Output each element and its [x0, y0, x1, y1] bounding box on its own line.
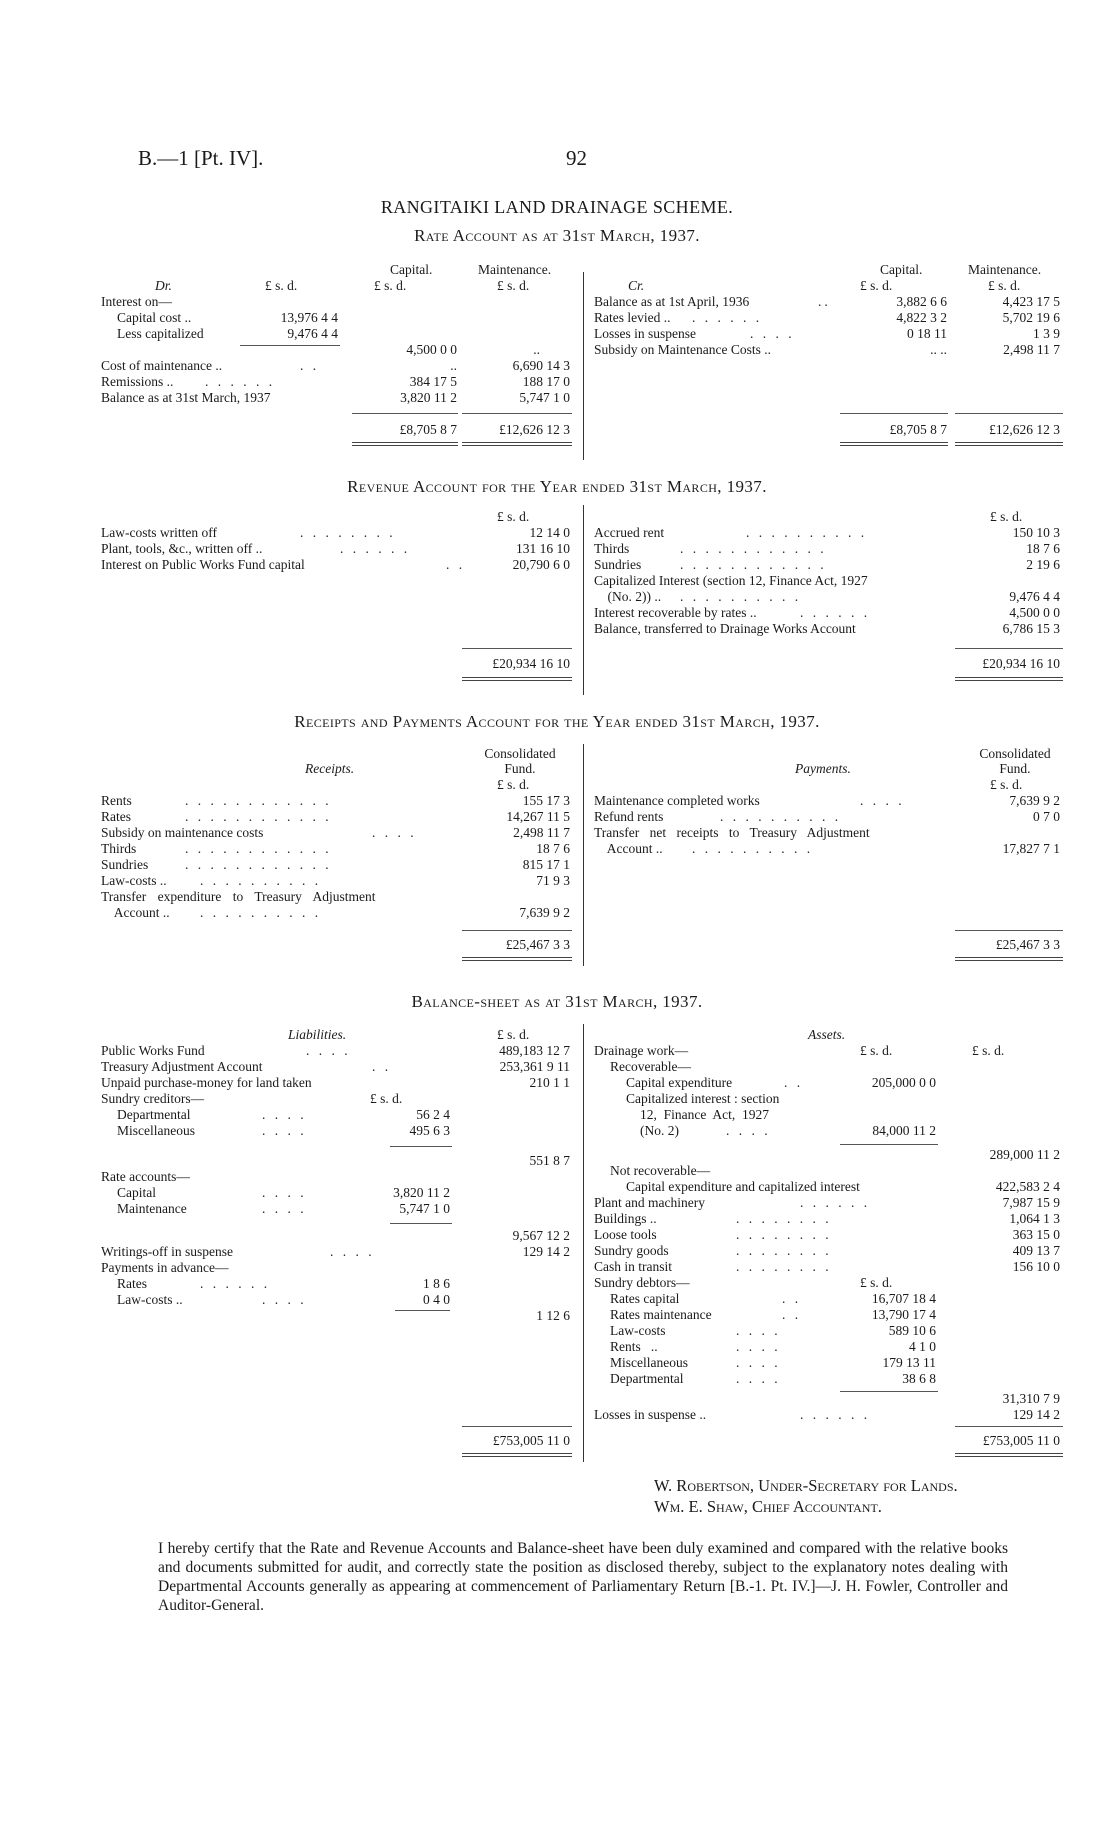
- receipts-total-rule: [462, 930, 572, 931]
- asset-recoverable-total: 289,000 11 2: [989, 1147, 1060, 1162]
- receipt-row-2-val: 2,498 11 7: [513, 825, 570, 840]
- liabilities-lsd: £ s. d.: [497, 1027, 530, 1042]
- liab-capital-val: 3,820 11 2: [393, 1185, 450, 1200]
- revenue-cr-row-3-label: Capitalized Interest (section 12, Finance Act, 1927: [594, 573, 868, 588]
- rate-dr-double-rule-cap: [352, 442, 458, 446]
- liab-unpaid-label: Unpaid purchase-money for land taken: [101, 1075, 312, 1090]
- revenue-account-title: Revenue Account for the Year ended 31st March, 1937.: [347, 477, 767, 496]
- liab-double-rule: [462, 1453, 572, 1457]
- signature-robertson: W. Robertson, Under-Secretary for Lands.: [654, 1476, 958, 1495]
- asset-debtor-1-label: Rates maintenance: [610, 1307, 712, 1322]
- asset-cap-int-line-1: Capitalized interest : section: [626, 1091, 780, 1106]
- revenue-cr-lsd: £ s. d.: [990, 509, 1023, 524]
- asset-cap-int-line-3: (No. 2): [640, 1123, 679, 1138]
- receipts-total: £25,467 3 3: [505, 937, 570, 952]
- rate-cr-total-cap: £8,705 8 7: [889, 422, 947, 437]
- asset-cap-exp-val: 205,000 0 0: [871, 1075, 936, 1090]
- liab-total-rule: [462, 1426, 572, 1427]
- rate-dr-row-1-dots: . . . . . .: [205, 374, 276, 389]
- signature-shaw: Wm. E. Shaw, Chief Accountant.: [654, 1497, 882, 1516]
- liab-maintenance-label: Maintenance: [117, 1201, 187, 1216]
- rate-dr-total-rule-maint: [462, 413, 572, 414]
- asset-cap-exp-dots: . .: [784, 1075, 804, 1090]
- revenue-cr-row-4-label: (No. 2)) ..: [594, 589, 662, 604]
- rate-dr-row-2-maint: 5,747 1 0: [519, 390, 570, 405]
- rate-cr-row-0-label: Balance as at 1st April, 1936: [594, 294, 750, 309]
- rate-cr-row-2-cap: 0 18 11: [907, 326, 947, 341]
- payment-row-0-label: Maintenance completed works: [594, 793, 760, 808]
- rate-cr-row-2-dots: . . . .: [750, 326, 795, 341]
- liab-writings-dots: . . . .: [330, 1244, 375, 1259]
- rate-account-divider: [583, 272, 584, 460]
- liab-taa-val: 253,361 9 11: [499, 1059, 570, 1074]
- rate-cr-row-0-dots: ..: [818, 294, 831, 309]
- receipts-payments-divider: [583, 744, 584, 966]
- rate-dr-maintenance-header: Maintenance.: [478, 262, 552, 277]
- rate-cr-row-2-maint: 1 3 9: [1033, 326, 1060, 341]
- asset-recoverable-label: Recoverable—: [610, 1059, 691, 1074]
- rate-cr-row-2-label: Losses in suspense: [594, 326, 696, 341]
- asset-debtors-rule: [840, 1391, 938, 1392]
- asset-buildings-label: Buildings ..: [594, 1211, 657, 1226]
- rate-dr-capital-header: Capital.: [390, 262, 433, 277]
- rate-dr-total-rule-cap: [352, 413, 458, 414]
- liab-taa-label: Treasury Adjustment Account: [101, 1059, 263, 1074]
- liab-capital-dots: . . . .: [262, 1185, 307, 1200]
- receipts-col-head-2: Fund.: [504, 761, 536, 776]
- liab-sundry-rule: [390, 1146, 452, 1147]
- revenue-cr-total-rule: [955, 648, 1063, 649]
- rate-dr-total-cap: £8,705 8 7: [399, 422, 457, 437]
- asset-sundry-goods-val: 409 13 7: [1012, 1243, 1060, 1258]
- audit-certificate: I hereby certify that the Rate and Revenue Accounts and Balance-sheet have been duly examined and compared with the relative books and documents submitted for audit, and correctly state the position as disclosed thereby, subject to the explanatory notes dealing with Departmental Accounts generally as appearing at commencement of Parliamentary Return [B.-1. Pt. IV.]—J. H. Fowler, Controller and Auditor-General.: [158, 1540, 1008, 1614]
- receipt-row-2-label: Subsidy on maintenance costs: [101, 825, 264, 840]
- revenue-cr-row-0-dots: . . . . . . . . . .: [746, 525, 868, 540]
- revenue-cr-row-0-val: 150 10 3: [1012, 525, 1060, 540]
- rate-cr-total-rule-maint: [955, 413, 1063, 414]
- asset-losses-val: 129 14 2: [1012, 1407, 1060, 1422]
- revenue-cr-total: £20,934 16 10: [982, 656, 1060, 671]
- asset-debtor-4-label: Miscellaneous: [610, 1355, 688, 1370]
- revenue-dr-row-2-dots: . .: [446, 557, 466, 572]
- liab-miscellaneous-val: 495 6 3: [409, 1123, 450, 1138]
- liabilities-label: Liabilities.: [288, 1027, 347, 1042]
- revenue-cr-row-5-val: 4,500 0 0: [1009, 605, 1060, 620]
- payments-total-rule: [955, 930, 1063, 931]
- asset-debtor-3-dots: . . . .: [736, 1339, 781, 1354]
- asset-plant-label: Plant and machinery: [594, 1195, 705, 1210]
- revenue-dr-total-rule: [462, 648, 572, 649]
- receipt-row-0-dots: . . . . . . . . . . . .: [185, 793, 332, 808]
- payment-row-3-dots: . . . . . . . . . .: [692, 841, 814, 856]
- liab-taa-dots: . .: [372, 1059, 392, 1074]
- rate-cr-row-3-cap: .. ..: [930, 342, 947, 357]
- receipt-row-6-label: Transfer expenditure to Treasury Adjustment: [101, 889, 376, 904]
- balance-sheet-divider: [583, 1024, 584, 1462]
- asset-cash-label: Cash in transit: [594, 1259, 672, 1274]
- rate-interest-capital: 4,500 0 0: [406, 342, 457, 357]
- receipt-row-1-label: Rates: [101, 809, 131, 824]
- rate-dr-total-maint: £12,626 12 3: [499, 422, 570, 437]
- liab-lawcosts-dots: . . . .: [262, 1292, 307, 1307]
- asset-loose-val: 363 15 0: [1012, 1227, 1060, 1242]
- asset-debtor-2-val: 589 10 6: [888, 1323, 936, 1338]
- liab-maintenance-dots: . . . .: [262, 1201, 307, 1216]
- rate-less-capitalized-value: 9,476 4 4: [287, 326, 338, 341]
- asset-cash-dots: . . . . . . . .: [736, 1259, 832, 1274]
- asset-loose-dots: . . . . . . . .: [736, 1227, 832, 1242]
- payment-row-0-dots: . . . .: [860, 793, 905, 808]
- rate-dr-lsd-3: £ s. d.: [497, 278, 530, 293]
- asset-debtors-total: 31,310 7 9: [1002, 1391, 1060, 1406]
- rate-cr-total-rule-cap: [840, 413, 948, 414]
- rate-dr-row-1-maint: 188 17 0: [522, 374, 570, 389]
- rate-cr-label: Cr.: [628, 278, 645, 293]
- asset-losses-dots: . . . . . .: [800, 1407, 871, 1422]
- asset-buildings-val: 1,064 1 3: [1009, 1211, 1060, 1226]
- liab-advance-total: 1 12 6: [536, 1308, 570, 1323]
- receipt-row-0-val: 155 17 3: [522, 793, 570, 808]
- receipt-row-1-dots: . . . . . . . . . . . .: [185, 809, 332, 824]
- liab-rate-accounts-label: Rate accounts—: [101, 1169, 190, 1184]
- payments-col-head-1: Consolidated: [979, 746, 1051, 761]
- receipts-payments-title: Receipts and Payments Account for the Year ended 31st March, 1937.: [294, 712, 820, 731]
- rate-capital-cost-value: 13,976 4 4: [280, 310, 338, 325]
- revenue-cr-row-1-val: 18 7 6: [1026, 541, 1060, 556]
- asset-nr-line-label: Capital expenditure and capitalized interest: [626, 1179, 860, 1194]
- rate-cr-row-0-cap: 3,882 6 6: [896, 294, 947, 309]
- asset-debtor-1-dots: . .: [782, 1307, 802, 1322]
- revenue-cr-row-2-dots: . . . . . . . . . . . .: [680, 557, 827, 572]
- liab-rates-dots: . . . . . .: [200, 1276, 271, 1291]
- rate-dr-row-2-label: Balance as at 31st March, 1937: [101, 390, 271, 405]
- payment-row-2-label: Transfer net receipts to Treasury Adjustment: [594, 825, 870, 840]
- payment-row-1-label: Refund rents: [594, 809, 664, 824]
- revenue-dr-lsd: £ s. d.: [497, 509, 530, 524]
- liab-unpaid-val: 210 1 1: [529, 1075, 570, 1090]
- page-number: 92: [566, 146, 587, 170]
- asset-recoverable-rule: [840, 1144, 938, 1145]
- scheme-title: RANGITAIKI LAND DRAINAGE SCHEME.: [380, 197, 734, 217]
- receipt-row-5-dots: . . . . . . . . . .: [200, 873, 322, 888]
- asset-cap-exp-label: Capital expenditure: [626, 1075, 733, 1090]
- liab-writings-val: 129 14 2: [522, 1244, 570, 1259]
- rate-account-title: Rate Account as at 31st March, 1937.: [414, 226, 700, 245]
- receipt-row-3-label: Thirds: [101, 841, 137, 856]
- revenue-cr-row-0-label: Accrued rent: [594, 525, 665, 540]
- asset-cap-int-line-2: 12, Finance Act, 1927: [640, 1107, 769, 1122]
- revenue-account-divider: [583, 505, 584, 695]
- liab-pwf-val: 489,183 12 7: [499, 1043, 570, 1058]
- receipts-lsd: £ s. d.: [497, 777, 530, 792]
- liab-departmental-label: Departmental: [117, 1107, 191, 1122]
- asset-debtors-label: Sundry debtors—: [594, 1275, 690, 1290]
- liab-pwf-dots: . . . .: [306, 1043, 351, 1058]
- assets-lsd-inner: £ s. d.: [860, 1043, 893, 1058]
- asset-buildings-dots: . . . . . . . .: [736, 1211, 832, 1226]
- receipts-double-rule: [462, 957, 572, 961]
- revenue-cr-row-6-val: 6,786 15 3: [1002, 621, 1060, 636]
- revenue-cr-row-1-label: Thirds: [594, 541, 630, 556]
- asset-cap-int-dots: . . . .: [726, 1123, 771, 1138]
- receipt-row-7-val: 7,639 9 2: [519, 905, 570, 920]
- asset-debtor-4-dots: . . . .: [736, 1355, 781, 1370]
- receipt-row-3-dots: . . . . . . . . . . . .: [185, 841, 332, 856]
- assets-label: Assets.: [808, 1027, 846, 1042]
- asset-debtor-5-dots: . . . .: [736, 1371, 781, 1386]
- liab-sundry-total: 551 8 7: [529, 1153, 570, 1168]
- receipt-row-5-label: Law-costs ..: [101, 873, 167, 888]
- revenue-cr-row-5-label: Interest recoverable by rates ..: [594, 605, 757, 620]
- payment-row-3-label: Account ..: [594, 841, 663, 856]
- revenue-cr-row-1-dots: . . . . . . . . . . . .: [680, 541, 827, 556]
- receipt-row-1-val: 14,267 11 5: [506, 809, 570, 824]
- liab-lawcosts-label: Law-costs ..: [117, 1292, 183, 1307]
- revenue-dr-double-rule: [462, 677, 572, 681]
- asset-debtor-1-val: 13,790 17 4: [871, 1307, 936, 1322]
- asset-debtor-5-label: Departmental: [610, 1371, 684, 1386]
- asset-sundry-goods-label: Sundry goods: [594, 1243, 669, 1258]
- revenue-cr-row-4-dots: . . . . . . . . . .: [680, 589, 802, 604]
- rate-cr-row-3-maint: 2,498 11 7: [1003, 342, 1060, 357]
- receipt-row-7-label: Account ..: [101, 905, 170, 920]
- asset-double-rule: [955, 1453, 1063, 1457]
- asset-total-rule: [955, 1426, 1063, 1427]
- page-reference: B.—1 [Pt. IV].: [138, 146, 264, 170]
- asset-plant-dots: . . . . . .: [800, 1195, 871, 1210]
- revenue-dr-row-2-label: Interest on Public Works Fund capital: [101, 557, 305, 572]
- revenue-dr-row-0-dots: . . . . . . . .: [300, 525, 396, 540]
- asset-cash-val: 156 10 0: [1012, 1259, 1060, 1274]
- liab-advance-label: Payments in advance—: [101, 1260, 229, 1275]
- liab-departmental-dots: . . . .: [262, 1107, 307, 1122]
- liab-sundry-lsd: £ s. d.: [370, 1091, 403, 1106]
- revenue-dr-row-1-dots: . . . . . .: [340, 541, 411, 556]
- liab-sundry-label: Sundry creditors—: [101, 1091, 205, 1106]
- receipts-label: Receipts.: [305, 761, 355, 776]
- revenue-cr-row-4-val: 9,476 4 4: [1009, 589, 1060, 604]
- asset-debtor-0-label: Rates capital: [610, 1291, 680, 1306]
- payments-label: Payments.: [795, 761, 851, 776]
- receipt-row-4-val: 815 17 1: [522, 857, 570, 872]
- rate-dr-lsd-1: £ s. d.: [265, 278, 298, 293]
- liab-miscellaneous-dots: . . . .: [262, 1123, 307, 1138]
- rate-subtotal-rule: [240, 345, 340, 346]
- liab-capital-label: Capital: [117, 1185, 156, 1200]
- rate-cr-double-rule-maint: [955, 442, 1063, 446]
- asset-debtor-0-dots: . .: [782, 1291, 802, 1306]
- asset-debtor-2-dots: . . . .: [736, 1323, 781, 1338]
- rate-cr-lsd-2: £ s. d.: [988, 278, 1021, 293]
- rate-dr-row-0-dots: . .: [300, 358, 320, 373]
- receipt-row-5-val: 71 9 3: [536, 873, 570, 888]
- rate-interest-maint: ..: [533, 342, 540, 357]
- rate-dr-lsd-2: £ s. d.: [374, 278, 407, 293]
- asset-debtor-0-val: 16,707 18 4: [871, 1291, 936, 1306]
- rate-dr-row-0-cap: ..: [450, 358, 457, 373]
- balance-sheet-title: Balance-sheet as at 31st March, 1937.: [411, 992, 703, 1011]
- receipt-row-4-dots: . . . . . . . . . . . .: [185, 857, 332, 872]
- liab-writings-label: Writings-off in suspense: [101, 1244, 233, 1259]
- liab-total: £753,005 11 0: [492, 1433, 570, 1448]
- rate-dr-row-0-maint: 6,690 14 3: [512, 358, 570, 373]
- liab-pwf-label: Public Works Fund: [101, 1043, 205, 1058]
- rate-capital-cost-label: Capital cost ..: [117, 310, 192, 325]
- payment-row-1-val: 0 7 0: [1033, 809, 1060, 824]
- rate-dr-row-1-label: Remissions ..: [101, 374, 174, 389]
- receipt-row-4-label: Sundries: [101, 857, 149, 872]
- revenue-dr-row-2-val: 20,790 6 0: [512, 557, 570, 572]
- payments-total: £25,467 3 3: [995, 937, 1060, 952]
- asset-debtor-5-val: 38 6 8: [902, 1371, 936, 1386]
- rate-cr-capital-header: Capital.: [880, 262, 923, 277]
- revenue-dr-row-1-label: Plant, tools, &c., written off ..: [101, 541, 263, 556]
- revenue-cr-double-rule: [955, 677, 1063, 681]
- receipt-row-3-val: 18 7 6: [536, 841, 570, 856]
- assets-lsd-outer: £ s. d.: [972, 1043, 1005, 1058]
- payments-lsd: £ s. d.: [990, 777, 1023, 792]
- rate-interest-on: Interest on—: [101, 294, 172, 309]
- liab-rates-val: 1 8 6: [423, 1276, 450, 1291]
- asset-drainage-label: Drainage work—: [594, 1043, 689, 1058]
- revenue-cr-row-6-label: Balance, transferred to Drainage Works Account: [594, 621, 856, 636]
- rate-cr-lsd-1: £ s. d.: [860, 278, 893, 293]
- payments-col-head-2: Fund.: [999, 761, 1031, 776]
- receipts-col-head-1: Consolidated: [484, 746, 556, 761]
- revenue-dr-row-0-label: Law-costs written off: [101, 525, 217, 540]
- rate-dr-double-rule-maint: [462, 442, 572, 446]
- revenue-cr-row-5-dots: . . . . . .: [800, 605, 871, 620]
- rate-cr-maintenance-header: Maintenance.: [968, 262, 1042, 277]
- liab-departmental-val: 56 2 4: [416, 1107, 450, 1122]
- revenue-dr-row-0-val: 12 14 0: [529, 525, 570, 540]
- rate-dr-row-2-cap: 3,820 11 2: [400, 390, 457, 405]
- revenue-dr-row-1-val: 131 16 10: [516, 541, 570, 556]
- rate-cr-row-1-maint: 5,702 19 6: [1002, 310, 1060, 325]
- rate-cr-row-1-dots: . . . . . .: [692, 310, 763, 325]
- liab-miscellaneous-label: Miscellaneous: [117, 1123, 195, 1138]
- asset-sundry-goods-dots: . . . . . . . .: [736, 1243, 832, 1258]
- asset-debtor-3-val: 4 1 0: [909, 1339, 936, 1354]
- rate-dr-row-1-cap: 384 17 5: [409, 374, 457, 389]
- rate-cr-row-1-label: Rates levied ..: [594, 310, 671, 325]
- rate-dr-row-0-label: Cost of maintenance ..: [101, 358, 223, 373]
- liab-lawcosts-val: 0 4 0: [423, 1292, 450, 1307]
- asset-debtor-2-label: Law-costs: [610, 1323, 666, 1338]
- payment-row-3-val: 17,827 7 1: [1002, 841, 1060, 856]
- rate-dr-label: Dr.: [155, 278, 172, 293]
- asset-debtor-3-label: Rents ..: [610, 1339, 658, 1354]
- receipt-row-2-dots: . . . .: [372, 825, 417, 840]
- revenue-dr-total: £20,934 16 10: [492, 656, 570, 671]
- liab-rate-total: 9,567 12 2: [512, 1228, 570, 1243]
- liab-rates-label: Rates: [117, 1276, 147, 1291]
- asset-debtors-lsd: £ s. d.: [860, 1275, 893, 1290]
- asset-cap-int-val: 84,000 11 2: [872, 1123, 936, 1138]
- rate-cr-row-3-label: Subsidy on Maintenance Costs ..: [594, 342, 771, 357]
- asset-not-recoverable-label: Not recoverable—: [610, 1163, 711, 1178]
- receipt-row-0-label: Rents: [101, 793, 132, 808]
- asset-debtor-4-val: 179 13 11: [882, 1355, 936, 1370]
- asset-total: £753,005 11 0: [982, 1433, 1060, 1448]
- payment-row-1-dots: . . . . . . . . . .: [720, 809, 842, 824]
- receipt-row-7-dots: . . . . . . . . . .: [200, 905, 322, 920]
- rate-cr-double-rule-cap: [840, 442, 948, 446]
- liab-rate-rule: [390, 1223, 452, 1224]
- payments-double-rule: [955, 957, 1063, 961]
- payment-row-0-val: 7,639 9 2: [1009, 793, 1060, 808]
- rate-cr-row-1-cap: 4,822 3 2: [896, 310, 947, 325]
- revenue-cr-row-2-label: Sundries: [594, 557, 642, 572]
- liab-maintenance-val: 5,747 1 0: [399, 1201, 450, 1216]
- asset-losses-label: Losses in suspense ..: [594, 1407, 707, 1422]
- asset-loose-label: Loose tools: [594, 1227, 657, 1242]
- asset-nr-val: 422,583 2 4: [995, 1179, 1060, 1194]
- rate-less-capitalized-label: Less capitalized: [117, 326, 204, 341]
- asset-plant-val: 7,987 15 9: [1002, 1195, 1060, 1210]
- rate-cr-total-maint: £12,626 12 3: [989, 422, 1060, 437]
- rate-cr-row-0-maint: 4,423 17 5: [1002, 294, 1060, 309]
- revenue-cr-row-2-val: 2 19 6: [1026, 557, 1060, 572]
